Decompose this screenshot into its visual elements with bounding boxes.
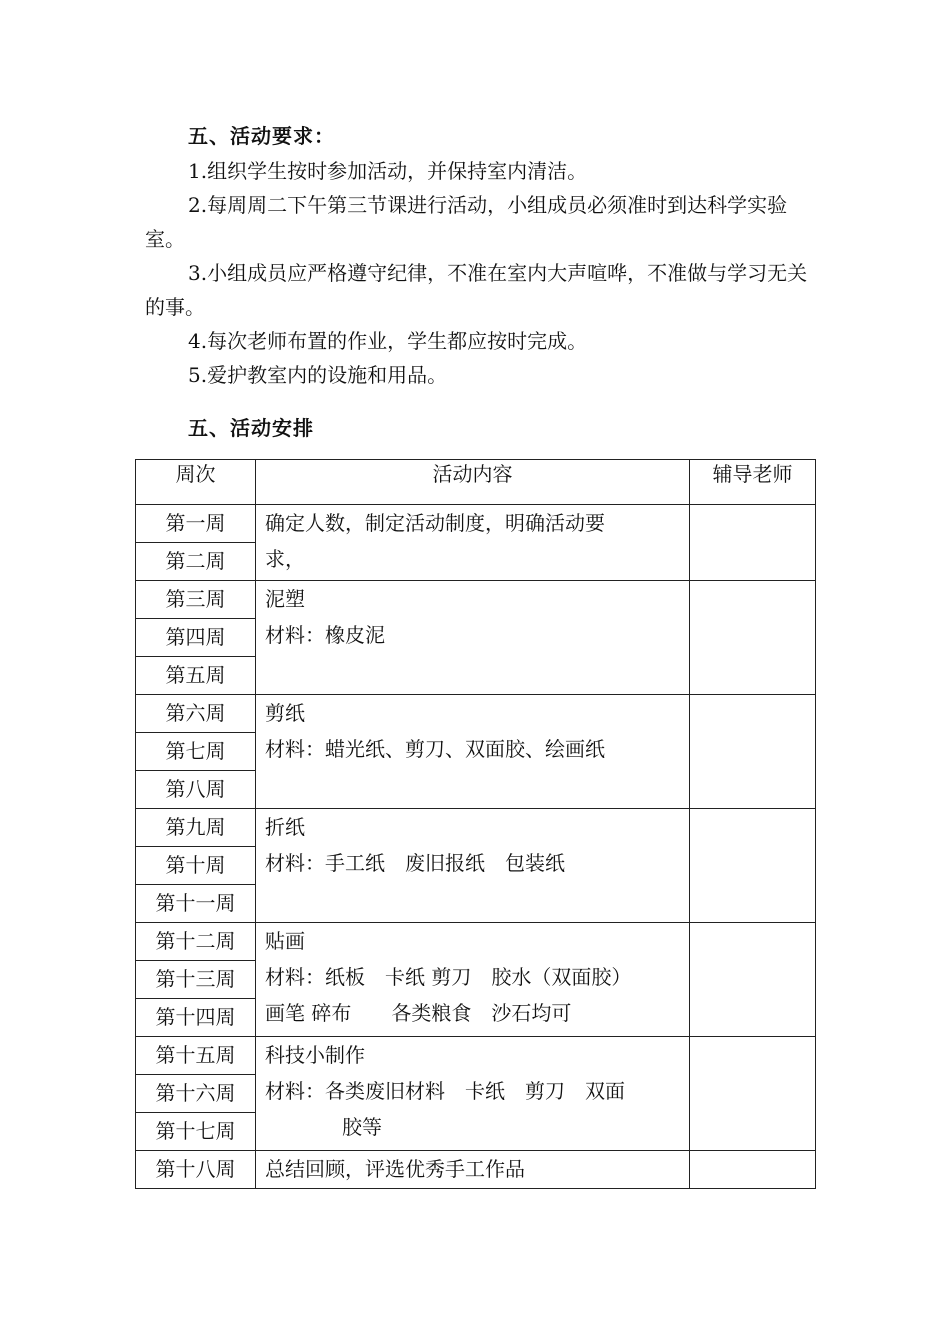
week-cell: 第二周 (136, 543, 256, 581)
week-cell: 第十二周 (136, 923, 256, 961)
week-cell: 第六周 (136, 695, 256, 733)
content-line: 材料：蜡光纸、剪刀、双面胶、绘画纸 (265, 737, 605, 761)
table-row (136, 809, 816, 847)
week-cell: 第七周 (136, 733, 256, 771)
content-line: 材料：纸板 卡纸 剪刀 胶水（双面胶） (265, 965, 632, 989)
week-cell: 第四周 (136, 619, 256, 657)
requirements-list (145, 154, 815, 392)
week-cell: 第一周 (136, 505, 256, 543)
requirement-item: 4.每次老师布置的作业，学生都应按时完成。 (188, 329, 588, 353)
content-line: 材料：手工纸 废旧报纸 包装纸 (265, 851, 565, 875)
requirement-item: 3.小组成员应严格遵守纪律，不准在室内大声喧哗，不准做与学习无关的事。 (145, 261, 808, 319)
teacher-cell (690, 1037, 816, 1151)
week-cell: 第十五周 (136, 1037, 256, 1075)
teacher-cell (690, 809, 816, 923)
content-line: 确定人数，制定活动制度，明确活动要 (265, 511, 605, 535)
header-week: 周次 (136, 460, 256, 505)
teacher-cell (690, 505, 816, 581)
header-teacher: 辅导老师 (690, 460, 816, 505)
table-row (136, 1151, 816, 1189)
requirements-heading: 五、活动要求： (188, 124, 335, 148)
content-cell (256, 1037, 690, 1151)
requirement-item: 1.组织学生按时参加活动，并保持室内清洁。 (188, 159, 588, 183)
requirement-item: 5.爱护教室内的设施和用品。 (188, 363, 448, 387)
content-line: 求， (265, 547, 305, 571)
content-line: 科技小制作 (265, 1043, 365, 1067)
content-line: 总结回顾，评选优秀手工作品 (265, 1157, 525, 1181)
week-cell: 第九周 (136, 809, 256, 847)
week-cell: 第十四周 (136, 999, 256, 1037)
teacher-cell (690, 923, 816, 1037)
table-row (136, 505, 816, 543)
table-row (136, 695, 816, 733)
week-cell: 第十七周 (136, 1113, 256, 1151)
teacher-cell (690, 581, 816, 695)
content-line: 画笔 碎布 各类粮食 沙石均可 (265, 1001, 572, 1025)
week-cell: 第十周 (136, 847, 256, 885)
content-line: 胶等 (342, 1115, 382, 1139)
week-cell: 第十六周 (136, 1075, 256, 1113)
table-header-row (136, 460, 816, 505)
week-cell: 第十一周 (136, 885, 256, 923)
content-cell (256, 1151, 690, 1189)
content-cell (256, 581, 690, 695)
content-cell (256, 809, 690, 923)
content-line: 贴画 (265, 929, 305, 953)
week-cell: 第十三周 (136, 961, 256, 999)
content-line: 泥塑 (265, 587, 305, 611)
content-line: 剪纸 (265, 701, 305, 725)
schedule-table (135, 459, 816, 1189)
content-line: 材料：橡皮泥 (265, 623, 385, 647)
content-cell (256, 505, 690, 581)
schedule-heading: 五、活动安排 (188, 416, 314, 440)
table-row (136, 923, 816, 961)
week-cell: 第三周 (136, 581, 256, 619)
content-cell (256, 695, 690, 809)
header-content: 活动内容 (256, 460, 690, 505)
teacher-cell (690, 695, 816, 809)
week-cell: 第十八周 (136, 1151, 256, 1189)
table-row (136, 581, 816, 619)
week-cell: 第五周 (136, 657, 256, 695)
teacher-cell (690, 1151, 816, 1189)
table-row (136, 1037, 816, 1075)
content-line: 材料：各类废旧材料 卡纸 剪刀 双面 (265, 1079, 625, 1103)
week-cell: 第八周 (136, 771, 256, 809)
content-line: 折纸 (265, 815, 305, 839)
requirement-item: 2.每周周二下午第三节课进行活动，小组成员必须准时到达科学实验室。 (145, 193, 788, 251)
content-cell (256, 923, 690, 1037)
